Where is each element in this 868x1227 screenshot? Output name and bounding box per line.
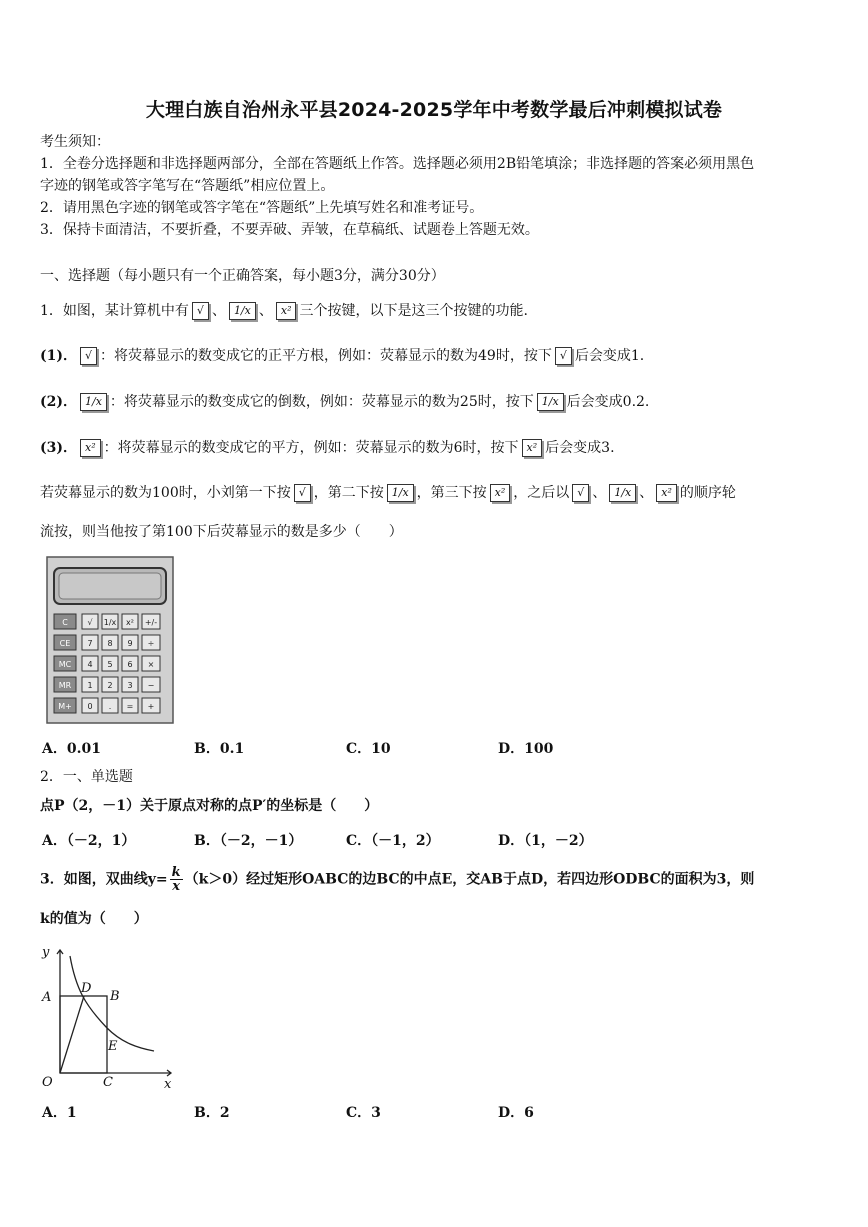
- calc-key-label: CE: [59, 639, 71, 648]
- option-c[interactable]: C．10: [346, 741, 391, 757]
- calc-key-label: 1: [87, 681, 93, 690]
- q1-problem-line2: 流按，则当他按了第100下后荧幕显示的数是多少（ ）: [40, 524, 403, 540]
- segment-od: [60, 996, 84, 1073]
- q1-intro-text: 1．如图，某计算机中有: [40, 303, 189, 319]
- sqrt-key-icon: √: [294, 484, 311, 502]
- calc-key-label: .: [108, 702, 112, 711]
- notice-item-2: 2．请用黑色字迹的钢笔或答字笔在“答题纸”上先填写姓名和准考证号。: [40, 200, 484, 216]
- recip-key-icon: 1/x: [387, 484, 414, 502]
- calc-key-label: ×: [147, 660, 155, 669]
- rule-label: (2)．: [40, 394, 77, 410]
- calc-key-label: ÷: [147, 639, 155, 648]
- p-a: 若荧幕显示的数为100时，小刘第一下按: [40, 485, 291, 501]
- q1-intro: [40, 301, 528, 321]
- option-a[interactable]: A．1: [42, 1105, 77, 1121]
- sqrt-key-icon: √: [572, 484, 589, 502]
- option-b[interactable]: B．2: [194, 1105, 230, 1121]
- calc-key-label: 0: [87, 702, 93, 711]
- q3-stem-a: 3．如图，双曲线y=: [40, 871, 168, 888]
- calc-key-label: x²: [126, 618, 134, 627]
- rule-label: (1)．: [40, 348, 77, 364]
- label-y: y: [42, 945, 50, 960]
- q3-stem-line2: k的值为（ ）: [40, 911, 148, 927]
- calc-key-label: +/-: [144, 618, 158, 627]
- calc-key-label: √: [87, 618, 93, 627]
- calc-key-label: 3: [127, 681, 133, 690]
- calc-key-label: =: [126, 702, 134, 711]
- calc-key-label: 6: [127, 660, 133, 669]
- page-title: 大理白族自治州永平县2024-2025学年中考数学最后冲刺模拟试卷: [145, 99, 723, 121]
- calc-key-label: 5: [107, 660, 113, 669]
- label-d: D: [81, 981, 92, 996]
- q1-options: [42, 739, 650, 759]
- rule-text: ：将荧幕显示的数变成它的正平方根，例如：荧幕显示的数为49时，按下: [100, 348, 552, 364]
- calc-key-label: C: [62, 618, 68, 627]
- option-b[interactable]: B．（－2，－1）: [194, 833, 303, 849]
- sep: 、: [258, 303, 273, 319]
- calc-key-label: 7: [87, 639, 93, 648]
- option-a[interactable]: A．（－2，1）: [42, 833, 136, 849]
- calc-key-label: +: [147, 702, 155, 711]
- option-c[interactable]: C．3: [346, 1105, 381, 1121]
- calc-key-label: M+: [58, 702, 72, 711]
- rule-end: 后会变成3.: [545, 440, 615, 456]
- label-o: O: [42, 1075, 53, 1090]
- calculator-image: [46, 556, 174, 724]
- q2-options: [42, 831, 650, 851]
- frac-num: k: [171, 865, 181, 880]
- frac-den: x: [172, 879, 180, 894]
- sqrt-key-icon: √: [80, 347, 97, 365]
- recip-key-icon: 1/x: [537, 393, 564, 411]
- option-d[interactable]: D．6: [498, 1105, 534, 1121]
- rule-text: ：将荧幕显示的数变成它的平方，例如：荧幕显示的数为6时，按下: [103, 440, 519, 456]
- q1-intro-end: 三个按键，以下是这三个按键的功能.: [299, 303, 528, 319]
- square-key-icon: x²: [80, 439, 101, 457]
- p-d: ，之后以: [513, 485, 570, 501]
- notice-item-1a: 1．全卷分选择题和非选择题两部分，全部在答题纸上作答。选择题必须用2B铅笔填涂；非选择题的答案必须用黑色: [40, 156, 755, 172]
- recip-key-icon: 1/x: [80, 393, 107, 411]
- option-b[interactable]: B．0.1: [194, 741, 245, 757]
- sep: 、: [639, 485, 654, 501]
- q1-rule-3: [40, 438, 615, 458]
- notice-item-1b: 字迹的钢笔或答字笔写在“答题纸”相应位置上。: [40, 178, 335, 194]
- label-a: A: [42, 990, 52, 1005]
- label-c: C: [103, 1075, 113, 1090]
- sqrt-key-icon: √: [192, 302, 209, 320]
- rule-end: 后会变成0.2.: [566, 394, 650, 410]
- q1-rule-2: [40, 392, 649, 412]
- calc-key-label: MR: [58, 681, 72, 690]
- rectangle-oabc: [60, 996, 107, 1073]
- square-key-icon: x²: [656, 484, 677, 502]
- p-b: ，第二下按: [313, 485, 384, 501]
- option-a[interactable]: A．0.01: [42, 741, 101, 757]
- calc-key-label: MC: [58, 660, 72, 669]
- calc-key-label: 9: [127, 639, 133, 648]
- recip-key-icon: 1/x: [229, 302, 256, 320]
- label-x: x: [164, 1077, 172, 1090]
- sep: 、: [211, 303, 226, 319]
- fraction: [170, 866, 183, 893]
- q2-stem: 点P（2，－1）关于原点对称的点P′的坐标是（ ）: [40, 798, 379, 814]
- calc-key-label: 1/x: [103, 618, 117, 627]
- q2-heading: 2．一、单选题: [40, 769, 133, 785]
- sep: 、: [592, 485, 607, 501]
- q3-options: [42, 1103, 650, 1123]
- sqrt-key-icon: √: [555, 347, 572, 365]
- notice-heading: 考生须知：: [40, 134, 110, 150]
- notice-item-3: 3．保持卡面清洁，不要折叠，不要弄破、弄皱，在草稿纸、试题卷上答题无效。: [40, 222, 539, 238]
- label-e: E: [108, 1039, 118, 1054]
- rule-label: (3)．: [40, 440, 77, 456]
- rule-text: ：将荧幕显示的数变成它的倒数，例如：荧幕显示的数为25时，按下: [109, 394, 534, 410]
- hyperbola-figure: [36, 940, 181, 1090]
- calc-key-label: −: [147, 681, 155, 690]
- square-key-icon: x²: [490, 484, 511, 502]
- square-key-icon: x²: [522, 439, 543, 457]
- square-key-icon: x²: [276, 302, 297, 320]
- calc-key-label: 2: [107, 681, 113, 690]
- p-c: ，第三下按: [416, 485, 487, 501]
- section-heading: 一、选择题（每小题只有一个正确答案，每小题3分，满分30分）: [40, 268, 445, 284]
- label-b: B: [110, 989, 120, 1004]
- q1-rule-1: [40, 346, 644, 366]
- calc-key-label: 4: [87, 660, 93, 669]
- rule-end: 后会变成1.: [574, 348, 645, 364]
- p-e: 的顺序轮: [679, 485, 736, 501]
- option-d[interactable]: D．100: [498, 741, 554, 757]
- calc-key-label: 8: [107, 639, 113, 648]
- recip-key-icon: 1/x: [609, 484, 636, 502]
- q3-stem-line1: [40, 866, 754, 893]
- q3-stem-b: （k＞0）经过矩形OABC的边BC的中点E，交AB于点D，若四边形ODBC的面积为3，则: [184, 871, 755, 888]
- option-d[interactable]: D．（1，－2）: [498, 833, 593, 849]
- option-c[interactable]: C．（－1，2）: [346, 833, 440, 849]
- q1-problem-line1: [40, 483, 736, 503]
